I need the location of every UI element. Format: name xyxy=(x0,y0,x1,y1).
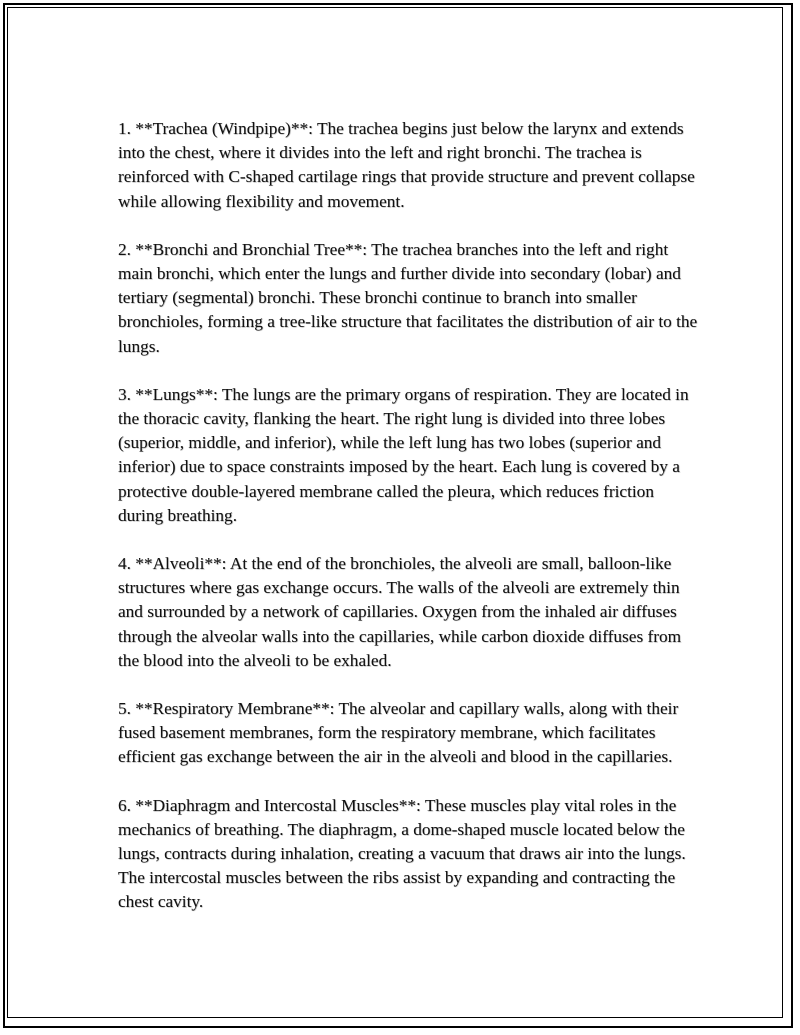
document-body xyxy=(118,117,698,939)
paragraph-lungs: 3. **Lungs**: The lungs are the primary organs of respiration. They are located in the thoracic cavity, flanking the heart. The right lung is divided into three lobes (superior, middle, and inferior), while the left lung has two lobes (superior and inferior) due to space constraints imposed by the heart. Each lung is covered by a protective double-layered membrane called the pleura, which reduces friction during breathing. xyxy=(118,384,689,525)
paragraph-trachea: 1. **Trachea (Windpipe)**: The trachea begins just below the larynx and extends into the chest, where it divides into the left and right bronchi. The trachea is reinforced with C-shaped cartilage rings that provide structure and prevent collapse while allowing flexibility and movement. xyxy=(118,119,695,211)
paragraph-alveoli: 4. **Alveoli**: At the end of the bronchioles, the alveoli are small, balloon-like structures where gas exchange occurs. The walls of the alveoli are extremely thin and surrounded by a network of capillaries. Oxygen from the inhaled air diffuses through the alveolar walls into the capillaries, while carbon dioxide diffuses from the blood into the alveoli to be exhaled. xyxy=(118,554,682,670)
paragraph-bronchi: 2. **Bronchi and Bronchial Tree**: The trachea branches into the left and right main bronchi, which enter the lungs and further divide into secondary (lobar) and tertiary (segmental) bronchi. These bronchi continue to branch into smaller bronchioles, forming a tree-like structure that facilitates the distribution of air to the lungs. xyxy=(118,239,698,356)
paragraph-diaphragm: 6. **Diaphragm and Intercostal Muscles**: These muscles play vital roles in the mechanics of breathing. The diaphragm, a dome-shaped muscle located below the lungs, contracts during inhalation, creating a vacuum that draws air into the lungs. The intercostal muscles between the ribs assist by expanding and contracting the chest cavity. xyxy=(118,795,686,912)
paragraph-respiratory-membrane: 5. **Respiratory Membrane**: The alveolar and capillary walls, along with their fused basement membranes, form the respiratory membrane, which facilitates efficient gas exchange between the air in the alveoli and blood in the capillaries. xyxy=(118,699,679,767)
